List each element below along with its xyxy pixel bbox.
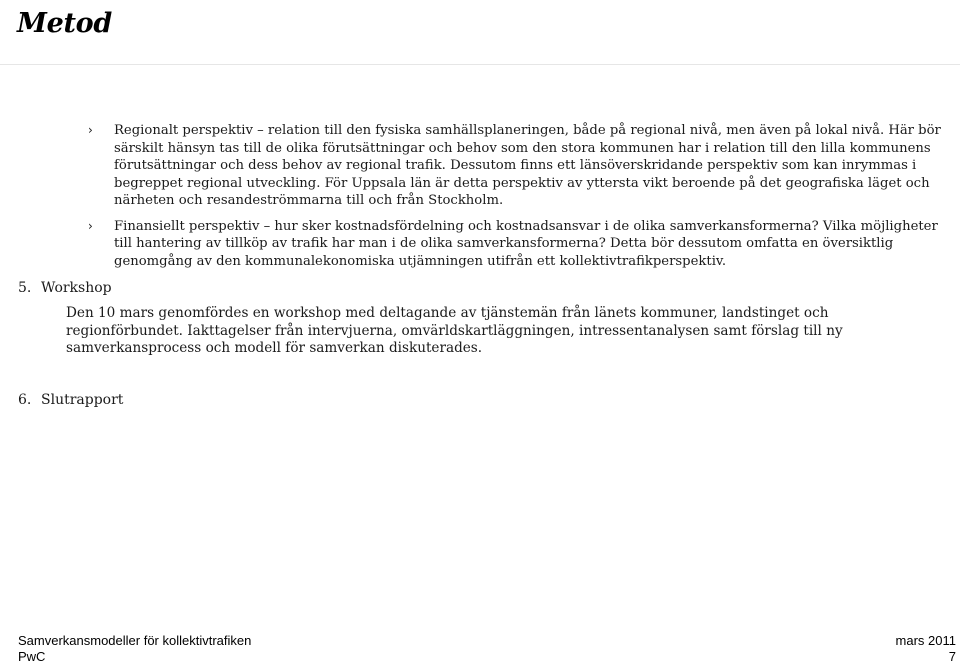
footer-document-title: Samverkansmodeller för kollektivtrafiken <box>18 633 252 648</box>
section-label: Slutrapport <box>41 392 124 408</box>
bullet-text: Finansiellt perspektiv – hur sker kostnadsfördelning och kostnadsansvar i de olika samverkansformerna? Vilka möjligheter till hantering av tillköp av trafik har man i de olika samverkansformerna? Detta bör dessutom omfatta en översiktlig genomgång av den kommunalekonomiska utjämningen utifrån ett kollektivtrafikperspektiv. <box>114 218 938 269</box>
bullet-marker-icon: › <box>88 218 93 233</box>
bullet-list <box>88 122 956 278</box>
section-number: 5. <box>18 280 32 296</box>
footer-company: PwC <box>18 649 46 664</box>
section-label: Workshop <box>41 280 112 296</box>
footer-page-number: 7 <box>948 649 956 664</box>
section-heading-workshop <box>18 280 112 296</box>
workshop-paragraph: Den 10 mars genomfördes en workshop med deltagande av tjänstemän från länets kommuner, landstinget och regionförbundet. Iakttagelser från intervjuerna, omvärldskartläggningen, intressentanalysen samt förslag till ny samverkansprocess och modell för samverkan diskuterades. <box>66 305 843 356</box>
bullet-item-finansiellt <box>88 218 956 271</box>
bullet-text: Regionalt perspektiv – relation till den fysiska samhällsplaneringen, både på regional nivå, men även på lokal nivå. Här bör särskilt hänsyn tas till de olika förutsättningar och behov som den stora kommunen har i relation till den lilla kommunens förutsättningar och dess behov av regional trafik. Dessutom finns ett länsöverskridande perspektiv som kan inrymmas i begreppet regional utveckling. För Uppsala län är detta perspektiv av yttersta vikt beroende på det geografiska läget och närheten och resandeströmmarna till och från Stockholm. <box>114 123 941 208</box>
section-heading-slutrapport <box>18 392 123 408</box>
title-divider <box>0 64 960 65</box>
section-number: 6. <box>18 392 32 408</box>
footer-date: mars 2011 <box>895 633 956 648</box>
bullet-item-regional <box>88 122 956 210</box>
page-title: Metod <box>17 8 112 39</box>
bullet-marker-icon: › <box>88 123 93 137</box>
